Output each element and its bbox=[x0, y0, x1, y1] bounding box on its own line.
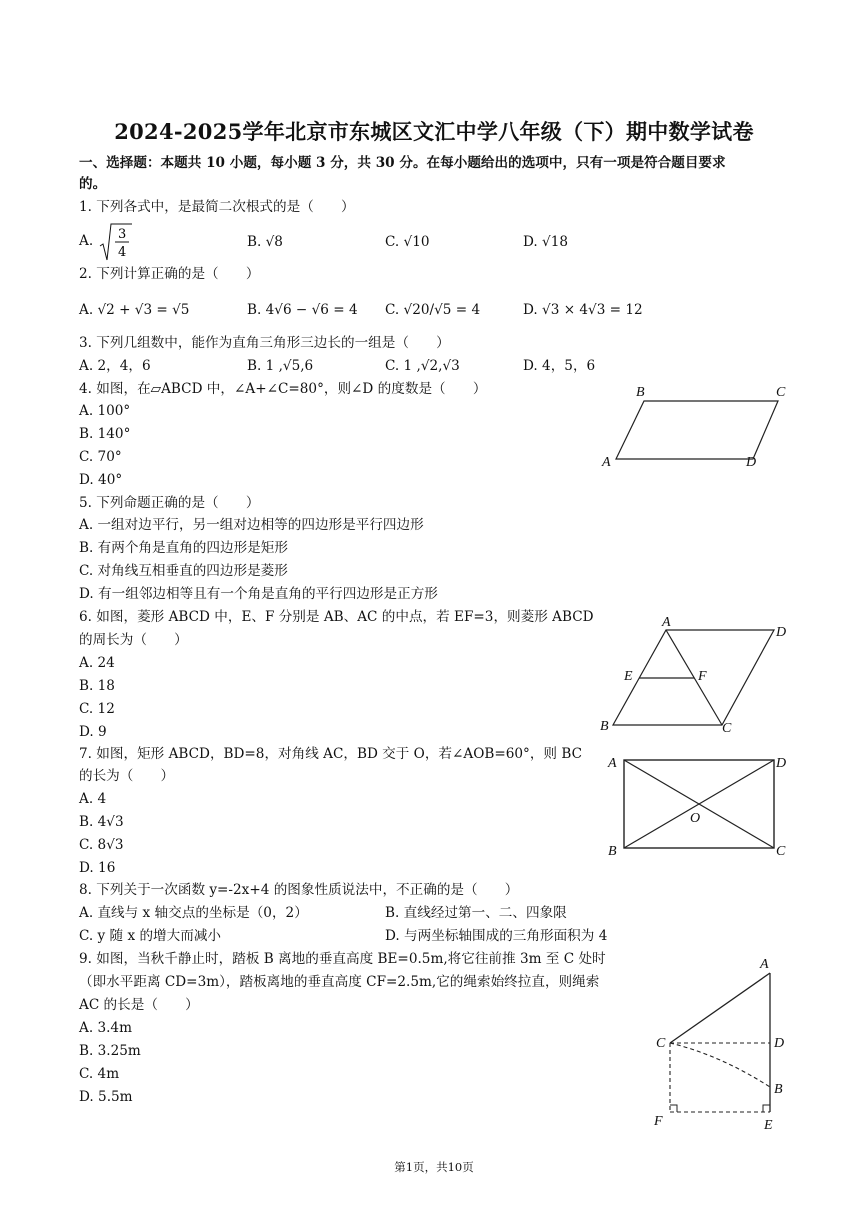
q9-stem: 9. 如图，当秋千静止时，踏板 B 离地的垂直高度 BE=0.5m,将它往前推 3m 至 C 处时 bbox=[79, 951, 606, 967]
q6-label-a: A bbox=[662, 615, 671, 630]
q7-stem: 7. 如图，矩形 ABCD，BD=8，对角线 AC，BD 交于 O，若∠AOB=60°，则 BC bbox=[79, 746, 582, 762]
q7-label-c: C bbox=[776, 844, 786, 859]
q1-option-b: B. √8 bbox=[247, 234, 283, 250]
svg-text:4: 4 bbox=[118, 245, 127, 260]
q6-option-d: D. 9 bbox=[79, 724, 107, 740]
q3-option-b: B. 1 ,√5,6 bbox=[247, 358, 314, 374]
q6-label-d: D bbox=[776, 625, 787, 640]
q8-option-d: D. 与两坐标轴围成的三角形面积为 4 bbox=[385, 928, 608, 944]
q6-label-b: B bbox=[600, 719, 609, 734]
q7-label-o: O bbox=[690, 811, 701, 826]
q4-label-a: A bbox=[602, 455, 611, 470]
q9-stem-cont2: AC 的长是（ ） bbox=[79, 997, 199, 1013]
q6-label-c: C bbox=[722, 721, 732, 736]
q2-option-a: A. √2 + √3 = √5 bbox=[79, 302, 190, 318]
q4-parallelogram-figure bbox=[596, 380, 796, 472]
q4-option-a: A. 100° bbox=[79, 403, 131, 419]
q7-label-a: A bbox=[608, 756, 617, 771]
q4-label-b: B bbox=[636, 385, 645, 400]
q4-stem: 4. 如图，在▱ABCD 中，∠A+∠C=80°，则∠D 的度数是（ ） bbox=[79, 381, 487, 397]
q6-option-c: C. 12 bbox=[79, 701, 115, 717]
q7-option-c: C. 8√3 bbox=[79, 837, 124, 853]
exam-page: 2024-2025学年北京市东城区文汇中学八年级（下）期中数学试卷 一、选择题：本题共 10 小题，每小题 3 分，共 30 分。在每小题给出的选项中，只有一项是符合题目要求 的。 1. 下列各式中，是最简二次根式的是（ ） A. 3 4 B. √8 C. √10 D. √18 2. 下列计算正确的是（ ） A. √2 + √3 = √5 B. 4√6 − √6 = 4 C. √20/√5 = 4 D. √3 × 4√3 = 12 3. 下列几组数中，能作为直角三角形三边长的一组是（ ） A. 2，4，6 B. 1 ,√5,6 C. 1 ,√2,√3 D. 4，5，6 4. 如图，在▱ABCD 中，∠A+∠C=80°，则∠D 的度数是（ ） A. 100° B. 140° C. 70° D. 40° B C A D 5. 下列命题正确的是（ ） A. 一组对边平行，另一组对边相等的四边形是平行四边形 B. 有两个角是直角的四边形是矩形 C. 对角线互相垂直的四边形是菱形 D. 有一组邻边相等且有一个角是直角的平行四边形是正方形 6. 如图，菱形 ABCD 中，E、F 分别是 AB、AC 的中点，若 EF=3，则菱形 ABCD 的周长为（ ） A. 24 B. 18 C. 12 D. 9 A D E F B C 7. 如图，矩形 ABCD，BD=8，对角线 AC，BD 交于 O，若∠AOB=60°，则 BC 的长为（ ） A. 4 B. 4√3 C. 8√3 D. 16 A D O B C 8. 下列关于一次函数 y=-2x+4 的图象性质说法中，不正确的是（ ） A. 直线与 x 轴交点的坐标是（0，2） B. 直线经过第一、二、四象限 C. y 随 x 的增大而减小 D. 与两坐标轴围成的三角形面积为 4 9. 如图，当秋千静止时，踏板 B 离地的垂直高度 BE=0.5m,将它往前推 3m 至 C 处时 （即水平距离 CD=3m），踏板离地的垂直高度 CF=2.5m,它的绳索始终拉直，则绳索 AC 的长是（ ） A. 3.4m B. 3.25m C. 4m D. 5.5m A C D B F E 第1页，共10页 bbox=[0, 0, 868, 1227]
q3-stem: 3. 下列几组数中，能作为直角三角形三边长的一组是（ ） bbox=[79, 335, 450, 351]
q6-stem-cont: 的周长为（ ） bbox=[79, 632, 188, 648]
q7-option-b: B. 4√3 bbox=[79, 814, 124, 830]
q7-label-d: D bbox=[776, 756, 787, 771]
q4-option-d: D. 40° bbox=[79, 472, 123, 488]
q5-stem: 5. 下列命题正确的是（ ） bbox=[79, 495, 260, 511]
q9-label-f: F bbox=[654, 1114, 663, 1129]
q2-option-d: D. √3 × 4√3 = 12 bbox=[523, 302, 643, 318]
q1-option-c: C. √10 bbox=[385, 234, 430, 250]
page-title: 2024-2025学年北京市东城区文汇中学八年级（下）期中数学试卷 bbox=[114, 119, 754, 144]
q8-option-b: B. 直线经过第一、二、四象限 bbox=[385, 905, 567, 921]
q8-stem: 8. 下列关于一次函数 y=-2x+4 的图象性质说法中，不正确的是（ ） bbox=[79, 882, 519, 898]
q9-label-b: B bbox=[774, 1082, 783, 1097]
q3-option-c: C. 1 ,√2,√3 bbox=[385, 358, 460, 374]
q6-rhombus-figure bbox=[596, 612, 796, 736]
q7-option-d: D. 16 bbox=[79, 860, 116, 876]
q1-stem: 1. 下列各式中，是最简二次根式的是（ ） bbox=[79, 199, 355, 215]
q4-label-c: C bbox=[776, 385, 786, 400]
q6-label-f: F bbox=[698, 669, 707, 684]
q9-option-c: C. 4m bbox=[79, 1066, 120, 1082]
q8-option-c: C. y 随 x 的增大而减小 bbox=[79, 928, 222, 944]
q9-option-b: B. 3.25m bbox=[79, 1043, 141, 1059]
q7-label-b: B bbox=[608, 844, 617, 859]
q9-label-c: C bbox=[656, 1036, 666, 1051]
q2-stem: 2. 下列计算正确的是（ ） bbox=[79, 266, 260, 282]
q5-option-b: B. 有两个角是直角的四边形是矩形 bbox=[79, 540, 288, 556]
q9-option-d: D. 5.5m bbox=[79, 1089, 133, 1105]
q6-stem: 6. 如图，菱形 ABCD 中，E、F 分别是 AB、AC 的中点，若 EF=3，则菱形 ABCD bbox=[79, 609, 594, 625]
q4-option-c: C. 70° bbox=[79, 449, 122, 465]
q9-label-e: E bbox=[764, 1118, 773, 1133]
section-heading-cont: 的。 bbox=[79, 176, 107, 192]
q9-swing-figure bbox=[650, 955, 800, 1135]
q1-option-a-math bbox=[99, 222, 133, 262]
page-footer: 第1页，共10页 bbox=[394, 1160, 474, 1174]
q5-option-a: A. 一组对边平行，另一组对边相等的四边形是平行四边形 bbox=[79, 517, 424, 533]
q6-option-a: A. 24 bbox=[79, 655, 115, 671]
q7-option-a: A. 4 bbox=[79, 791, 107, 807]
section-heading: 一、选择题：本题共 10 小题，每小题 3 分，共 30 分。在每小题给出的选项中，只有一项是符合题目要求 bbox=[79, 155, 726, 171]
q3-option-a: A. 2，4，6 bbox=[79, 358, 151, 374]
q6-label-e: E bbox=[624, 669, 633, 684]
q3-option-d: D. 4，5，6 bbox=[523, 358, 596, 374]
q9-stem-cont1: （即水平距离 CD=3m），踏板离地的垂直高度 CF=2.5m,它的绳索始终拉直，则绳索 bbox=[79, 974, 600, 990]
q5-option-c: C. 对角线互相垂直的四边形是菱形 bbox=[79, 563, 288, 579]
q2-option-b: B. 4√6 − √6 = 4 bbox=[247, 302, 358, 318]
q5-option-d: D. 有一组邻边相等且有一个角是直角的平行四边形是正方形 bbox=[79, 586, 438, 602]
svg-text:3: 3 bbox=[118, 227, 127, 242]
q9-label-a: A bbox=[760, 957, 769, 972]
q4-option-b: B. 140° bbox=[79, 426, 131, 442]
q9-label-d: D bbox=[774, 1036, 785, 1051]
q1-option-d: D. √18 bbox=[523, 234, 569, 250]
q4-label-d: D bbox=[746, 455, 757, 470]
q7-stem-cont: 的长为（ ） bbox=[79, 768, 175, 784]
q2-option-c: C. √20/√5 = 4 bbox=[385, 302, 481, 318]
q7-rectangle-figure bbox=[604, 750, 800, 862]
q9-option-a: A. 3.4m bbox=[79, 1020, 132, 1036]
q6-option-b: B. 18 bbox=[79, 678, 115, 694]
q8-option-a: A. 直线与 x 轴交点的坐标是（0，2） bbox=[79, 905, 308, 921]
